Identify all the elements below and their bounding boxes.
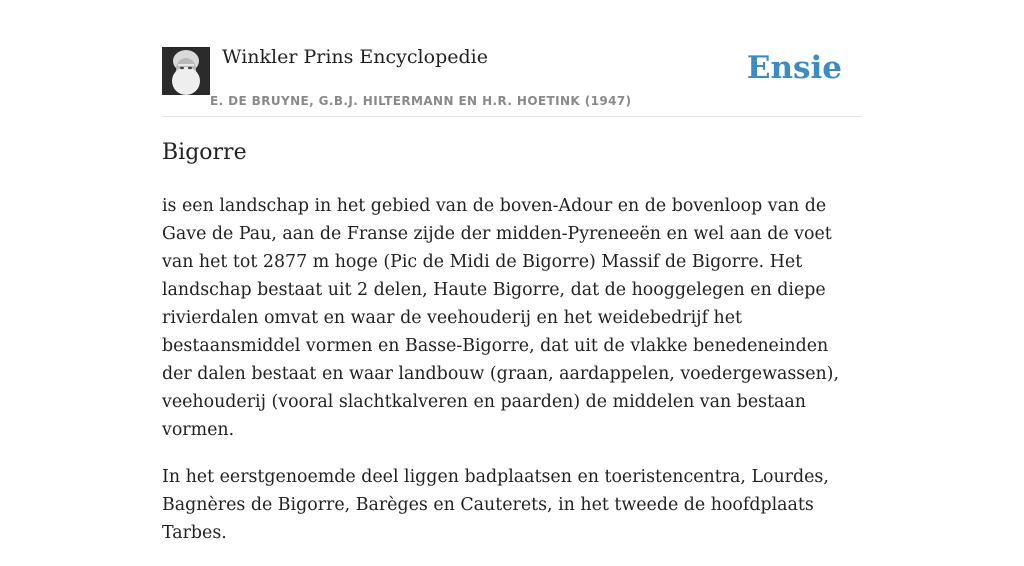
article-title: Bigorre bbox=[162, 140, 247, 165]
bearded-man-portrait-icon[interactable] bbox=[162, 47, 210, 95]
source-header bbox=[162, 44, 862, 117]
article-paragraph: is een landschap in het gebied van de boven-Adour en de bovenloop van de Gave de Pau, aan de Franse zijde der midden-Pyreneeën en wel aan de voet van het tot 2877 m hoge (Pic de Midi de Bigorre) Massif de Bigorre. Het landschap bestaat uit 2 delen, Haute Bigorre, dat de hooggelegen en diepe rivierdalen omvat en waar de veehouderij en het weidebedrijf het bestaansmiddel vormen en Basse-Bigorre, dat uit de vlakke benedeneinden der dalen bestaat en waar landbouw (graan, aardappelen, voedergewassen), veehouderij (vooral slachtkalveren en paarden) de middelen van bestaan vormen. bbox=[162, 196, 839, 440]
authors-line: E. DE BRUYNE, G.B.J. HILTERMANN EN H.R. HOETINK (1947) bbox=[210, 94, 632, 108]
article-body bbox=[162, 192, 862, 566]
article-paragraph: In het eerstgenoemde deel liggen badplaatsen en toeristencentra, Lourdes, Bagnères de Bigorre, Barèges en Cauterets, in het tweede de hoofdplaats Tarbes. bbox=[162, 467, 829, 543]
ensie-logo[interactable]: Ensie bbox=[746, 50, 842, 86]
source-title[interactable]: Winkler Prins Encyclopedie bbox=[222, 46, 488, 68]
